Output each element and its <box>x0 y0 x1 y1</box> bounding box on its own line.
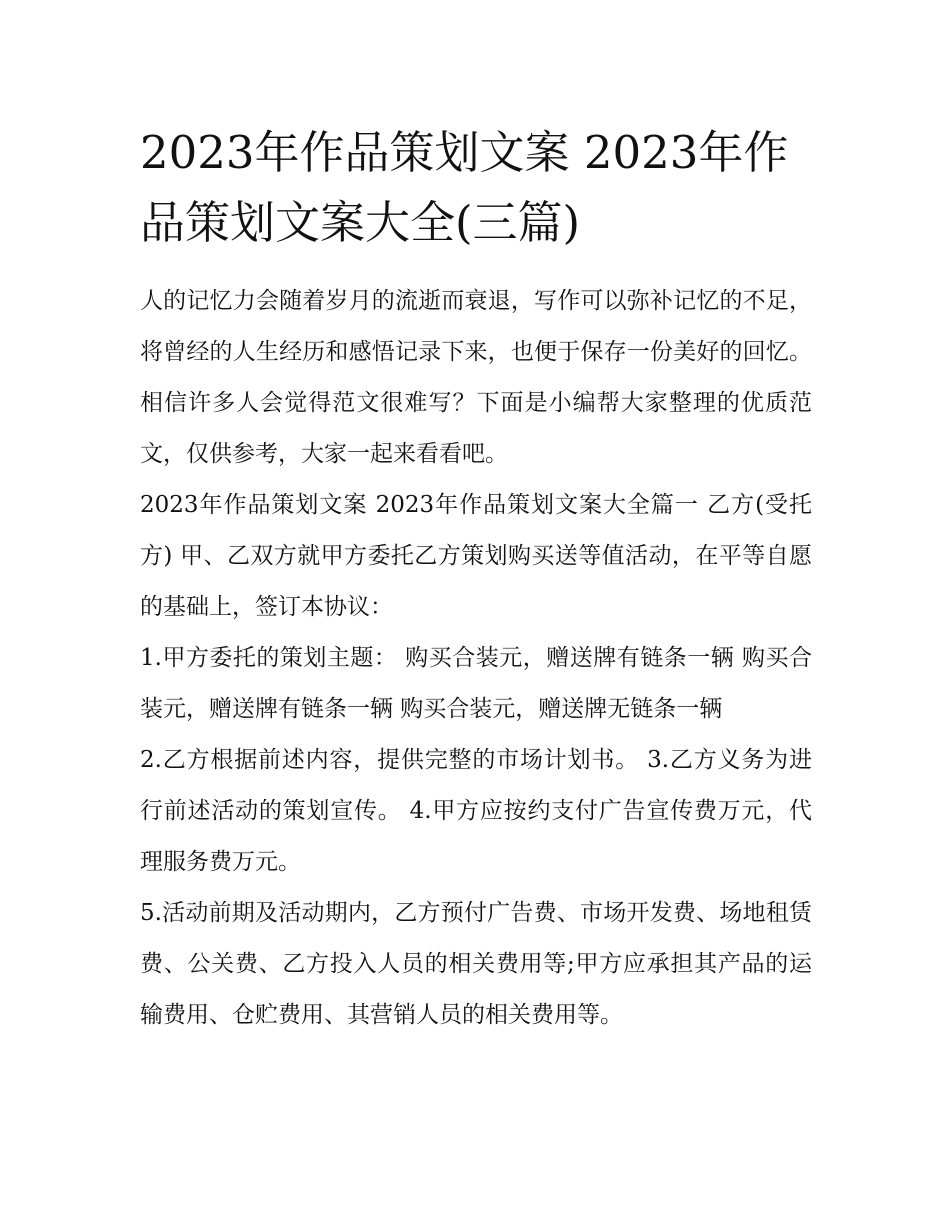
document-title: 2023年作品策划文案 2023年作品策划文案大全(三篇) <box>140 126 789 249</box>
paragraph-agreement: 2023年作品策划文案 2023年作品策划文案大全篇一 乙方(受托方) 甲、乙双方就甲方委托乙方策划购买送等值活动，在平等自愿的基础上，签订本协议： <box>140 492 812 620</box>
paragraph-clause-5: 5.活动前期及活动期内，乙方预付广告费、市场开发费、场地租赁费、公关费、乙方投入人员的相关费用等;甲方应承担其产品的运输费用、仓贮费用、其营销人员的相关费用等。 <box>140 900 812 1028</box>
paragraph-clause-1: 1.甲方委托的策划主题： 购买合装元，赠送牌有链条一辆 购买合装元，赠送牌有链条一辆 购买合装元，赠送牌无链条一辆 <box>140 645 812 722</box>
document-body <box>140 276 812 1041</box>
paragraph-intro: 人的记忆力会随着岁月的流逝而衰退，写作可以弥补记忆的不足，将曾经的人生经历和感悟记录下来，也便于保存一份美好的回忆。相信许多人会觉得范文很难写？下面是小编帮大家整理的优质范文，仅供参考，大家一起来看看吧。 <box>140 288 812 467</box>
document-page <box>140 0 812 1041</box>
paragraph-clause-2-4: 2.乙方根据前述内容，提供完整的市场计划书。 3.乙方义务为进行前述活动的策划宣传。 4.甲方应按约支付广告宣传费万元，代理服务费万元。 <box>140 747 812 875</box>
